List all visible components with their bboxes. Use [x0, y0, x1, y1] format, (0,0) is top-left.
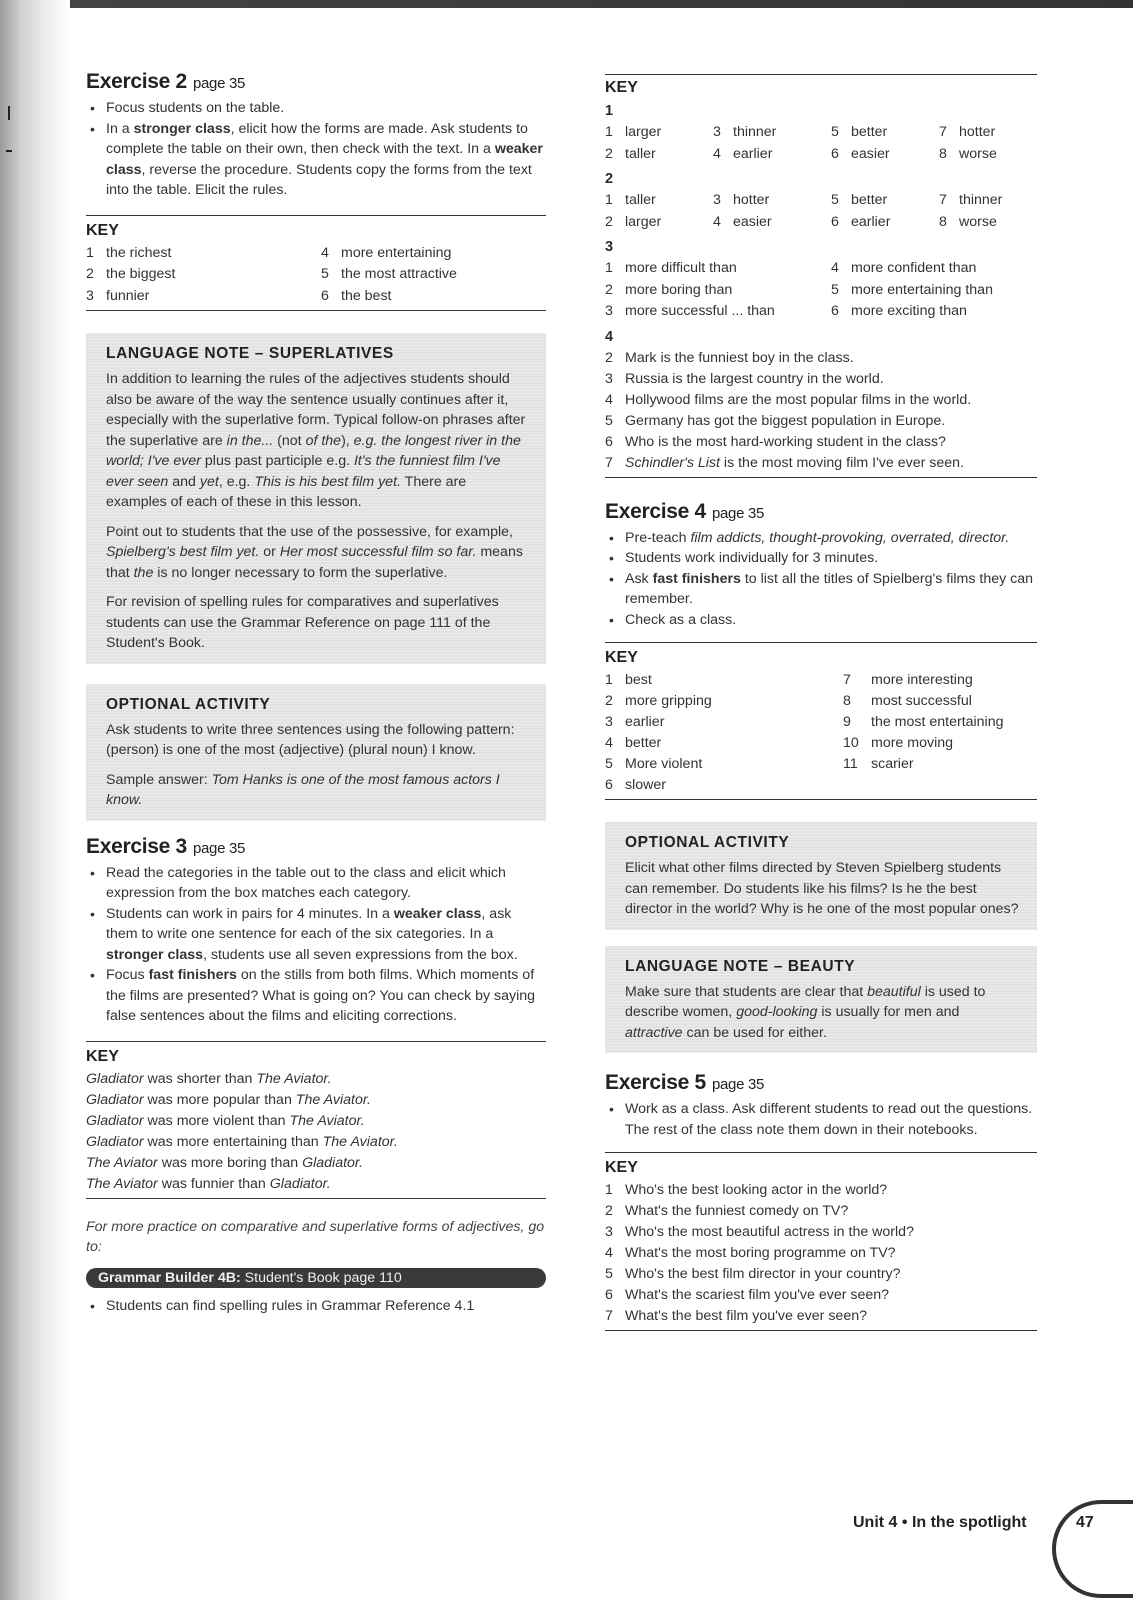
exercise-3-heading [86, 835, 546, 859]
key-section-number: 4 [605, 328, 614, 345]
exercise-page: page 35 [711, 1076, 765, 1093]
key-item: 2 more boring than [605, 281, 733, 298]
paragraph: Sample answer: Tom Hanks is one of the most famous actors I know. [106, 771, 500, 808]
key-line: Gladiator was more popular than The Aviator. [86, 1091, 371, 1108]
exercise-title: Exercise 5 [605, 1071, 706, 1094]
key-line: The Aviator was more boring than Gladiator. [86, 1154, 364, 1171]
key-item: 3 more successful ... than [605, 303, 775, 319]
page-number: 47 [1076, 1514, 1094, 1531]
key-item: 9 the most entertaining [843, 714, 1004, 730]
exercise-4-heading [605, 500, 1037, 524]
box-heading: OPTIONAL ACTIVITY [625, 834, 790, 851]
key-line: 1 Who's the best looking actor in the world? [605, 1182, 888, 1198]
paragraph: Elicit what other films directed by Steven Spielberg students can remember. Do students like his films? Is he the best director in the world? Why is he one of the most popular ones? [625, 860, 1019, 917]
key-item: 4 more entertaining [321, 244, 452, 261]
key-line: Gladiator was shorter than The Aviator. [86, 1070, 332, 1087]
key-item: 8 worse [939, 213, 997, 230]
key-item: 1 best [605, 672, 652, 688]
key-item: 2 larger [605, 213, 662, 230]
key-item: 6 earlier [831, 213, 891, 230]
margin-mark [6, 150, 12, 152]
list-item: • In a stronger class, elicit how the forms are made. Ask students to complete the table on their own, then check with the text. In a weaker class, reverse the procedure. Students copy the forms from the text into the table. Elicit the rules. [86, 119, 546, 201]
key-heading: KEY [605, 1159, 638, 1176]
key-grid [605, 190, 1037, 233]
exercise-title: Exercise 4 [605, 499, 706, 523]
key-line: 4 Hollywood films are the most popular films in the world. [605, 391, 972, 408]
top-border [0, 0, 1133, 8]
paragraph: Point out to students that the use of the possessive, for example, Spielberg's best film yet. or Her most successful film so far. means that the is no longer necessary to form the superlative. [106, 523, 523, 581]
language-note-beauty [605, 946, 1037, 1054]
key-item: 8 most successful [843, 693, 972, 709]
list-item: • Read the categories in the table out to the class and elicit which expression from the box matches each category. [86, 863, 546, 904]
list-item: • Check as a class. [605, 610, 1037, 631]
key-grid [605, 258, 1037, 323]
grammar-builder-banner: Grammar Builder 4B: Student's Book page 110 [86, 1268, 546, 1288]
key-item: 5 better [831, 124, 888, 140]
exercise-5-heading [605, 1071, 1037, 1095]
exercise-page: page 35 [192, 75, 246, 92]
final-bullets [86, 1296, 546, 1317]
key-heading: KEY [86, 221, 119, 239]
key-item: 3 thinner [713, 124, 777, 140]
paragraph: For revision of spelling rules for comparatives and superlatives students can use the Grammar Reference on page 111 of the Student's Book. [106, 594, 499, 651]
key-item: 5 more entertaining than [831, 281, 993, 298]
exercise-5-bullets [605, 1099, 1037, 1140]
key-heading: KEY [86, 1047, 119, 1065]
paragraph: Make sure that students are clear that beautiful is used to describe women, good-looking is usually for men and attractive can be used for either. [625, 983, 986, 1041]
key-item: 2 more gripping [605, 693, 712, 709]
key-item: 1 the richest [86, 244, 172, 261]
list-item: • Ask fast finishers to list all the titles of Spielberg's films they can remember. [605, 569, 1037, 610]
practice-note: For more practice on comparative and superlative forms of adjectives, go to: [86, 1218, 545, 1255]
book-spine-shadow [0, 0, 70, 1600]
key-line: Gladiator was more violent than The Aviator. [86, 1112, 365, 1129]
paragraph: In addition to learning the rules of the adjectives students should also be aware of the way the sentence usually continues after it, especially with the superlative form. Typical follow-on phrases after the superlative are in the... (not of the), e.g. the longest river in the world; I've ever plus past participle e.g. It's the funniest film I've ever seen and yet, e.g. This is his best film yet. There are examples of each of these in this lesson. [106, 371, 526, 510]
key-item: 3 hotter [713, 192, 770, 208]
key-line: 5 Germany has got the biggest population in Europe. [605, 412, 946, 429]
exercise-page: page 35 [192, 839, 246, 857]
key-heading: KEY [605, 649, 638, 666]
key-grid [86, 243, 546, 308]
key-line: 2 What's the funniest comedy on TV? [605, 1203, 849, 1219]
key-line: 3 Russia is the largest country in the world. [605, 370, 884, 387]
key-section-number: 3 [605, 239, 614, 255]
key-line: 3 Who's the most beautiful actress in the world? [605, 1224, 914, 1240]
left-column [86, 70, 546, 1316]
key-line: 6 What's the scariest film you've ever seen? [605, 1287, 890, 1303]
key-line: 2 Mark is the funniest boy in the class. [605, 349, 854, 366]
key-item: 5 better [831, 192, 888, 208]
page-number-badge [1052, 1508, 1122, 1578]
key-item: 5 More violent [605, 756, 703, 772]
list-item: • Students work individually for 3 minutes. [605, 548, 1037, 569]
key-line: The Aviator was funnier than Gladiator. [86, 1175, 331, 1192]
key-grid [605, 122, 1037, 165]
exercise-3-key [86, 1041, 546, 1199]
key-item: 3 funnier [86, 287, 150, 304]
key-item: 2 the biggest [86, 266, 176, 282]
key-item: 4 more confident than [831, 260, 977, 276]
list-item: • Focus students on the table. [86, 98, 546, 119]
exercise-page: page 35 [711, 504, 765, 522]
optional-activity-box-2 [605, 822, 1037, 930]
key-line: 6 Who is the most hard-working student in the class? [605, 433, 946, 450]
key-item: 6 slower [605, 777, 666, 793]
key-item: 6 more exciting than [831, 303, 967, 319]
key-item: 7 hotter [939, 124, 996, 140]
exercise-4-key [605, 642, 1037, 800]
key-item: 2 taller [605, 145, 656, 162]
language-note-superlatives [86, 333, 546, 664]
key-line: 4 What's the most boring programme on TV? [605, 1245, 896, 1261]
box-heading: OPTIONAL ACTIVITY [106, 695, 271, 713]
key-line: 7 What's the best film you've ever seen? [605, 1308, 867, 1324]
key-line: 7 Schindler's List is the most moving film I've ever seen. [605, 454, 964, 471]
key-item: 7 thinner [939, 192, 1003, 208]
key-item: 6 the best [321, 287, 392, 304]
key-item: 6 easier [831, 145, 890, 162]
key-item: 10 more moving [843, 735, 954, 751]
key-item: 11 scarier [843, 756, 914, 772]
paragraph: Ask students to write three sentences using the following pattern: (person) is one of the most (adjective) (plural noun) I know. [106, 721, 515, 758]
key-item: 4 better [605, 735, 662, 751]
key-section-number: 1 [605, 103, 614, 119]
list-item: • Focus fast finishers on the stills from both films. Which moments of the films are presented? What is going on? You can check by saying false sentences about the films and eliciting corrections. [86, 965, 546, 1027]
unit-footer: Unit 4 • In the spotlight [853, 1514, 1027, 1531]
key-item: 1 larger [605, 124, 662, 140]
key-item: 8 worse [939, 145, 997, 162]
key-item: 1 taller [605, 192, 656, 208]
exercise-5-key [605, 1152, 1037, 1331]
list-item: • Students can work in pairs for 4 minutes. In a weaker class, ask them to write one sentence for each of the six categories. In a stronger class, students use all seven expressions from the box. [86, 904, 546, 966]
key-line: Gladiator was more entertaining than The Aviator. [86, 1133, 398, 1150]
margin-mark [8, 106, 10, 120]
key-item: 1 more difficult than [605, 260, 737, 276]
exercise-title: Exercise 3 [86, 834, 187, 858]
exercise-3-bullets [86, 863, 546, 1027]
key-line: 5 Who's the best film director in your country? [605, 1266, 901, 1282]
exercise-2-key [86, 215, 546, 312]
exercise-2-heading [86, 70, 546, 94]
key-heading: KEY [605, 79, 638, 96]
exercise-title: Exercise 2 [86, 70, 187, 93]
key-item: 3 earlier [605, 714, 665, 730]
key-item: 4 earlier [713, 145, 773, 162]
exercise-4-bullets [605, 528, 1037, 631]
key-item: 7 more interesting [843, 672, 973, 688]
key-item: 5 the most attractive [321, 266, 457, 282]
key-section-number: 2 [605, 171, 614, 187]
box-heading: LANGUAGE NOTE – SUPERLATIVES [106, 345, 394, 362]
exercise-1-4-key [605, 74, 1037, 478]
key-grid [605, 670, 1037, 796]
key-item: 4 easier [713, 213, 772, 230]
list-item: • Work as a class. Ask different students to read out the questions. The rest of the class note them down in their notebooks. [605, 1099, 1037, 1140]
optional-activity-box [86, 684, 546, 821]
list-item: • Students can find spelling rules in Grammar Reference 4.1 [86, 1296, 546, 1317]
list-item: • Pre-teach film addicts, thought-provoking, overrated, director. [605, 528, 1037, 549]
right-column [605, 74, 1037, 1331]
exercise-2-bullets [86, 98, 546, 201]
box-heading: LANGUAGE NOTE – BEAUTY [625, 957, 856, 975]
